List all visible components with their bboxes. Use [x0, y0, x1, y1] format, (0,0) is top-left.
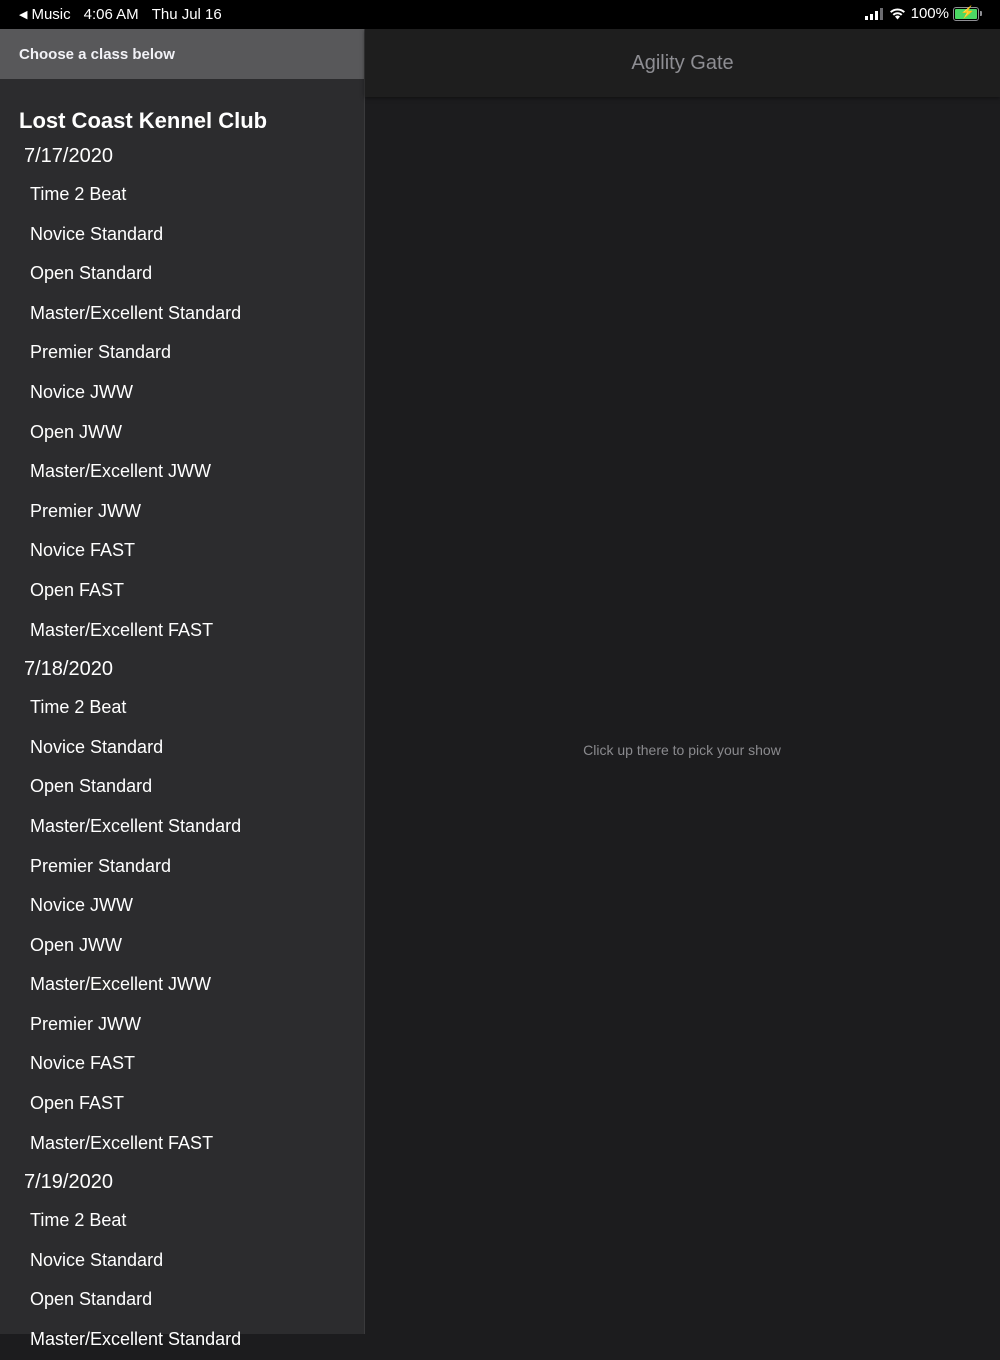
- status-bar: [0, 0, 1000, 29]
- class-item[interactable]: Time 2 Beat: [30, 697, 127, 718]
- status-date: Thu Jul 16: [151, 6, 222, 23]
- empty-state-hint: Click up there to pick your show: [583, 742, 781, 758]
- day-date: 7/17/2020: [24, 145, 113, 167]
- day-date: 7/19/2020: [24, 1171, 113, 1194]
- class-item[interactable]: Novice Standard: [30, 1249, 164, 1270]
- sidebar-header: Choose a class below: [0, 29, 364, 79]
- class-item[interactable]: Novice Standard: [30, 223, 164, 244]
- class-item[interactable]: Master/Excellent Standard: [30, 815, 242, 836]
- class-item[interactable]: Open Standard: [30, 263, 153, 284]
- class-item[interactable]: Open FAST: [30, 1093, 125, 1114]
- status-bar-left: [19, 6, 222, 23]
- day-group: [0, 137, 364, 650]
- class-item[interactable]: Novice FAST: [30, 1053, 136, 1074]
- class-item[interactable]: Master/Excellent JWW: [30, 974, 212, 995]
- class-item[interactable]: Premier JWW: [30, 500, 141, 521]
- class-item[interactable]: Premier JWW: [30, 1013, 141, 1034]
- class-item[interactable]: Novice Standard: [30, 736, 164, 757]
- battery-percent: 100%: [910, 5, 949, 22]
- battery-icon: ⚡: [953, 7, 979, 21]
- class-item[interactable]: Premier Standard: [30, 342, 172, 363]
- class-item[interactable]: Open Standard: [30, 1289, 153, 1310]
- class-item[interactable]: Master/Excellent FAST: [30, 619, 214, 640]
- back-app-label[interactable]: Music: [31, 6, 71, 23]
- day-group: [0, 1163, 364, 1359]
- class-item[interactable]: Premier Standard: [30, 855, 172, 876]
- class-item[interactable]: Open FAST: [30, 579, 125, 600]
- status-bar-right: [865, 5, 982, 22]
- day-group: [0, 650, 364, 1163]
- class-item[interactable]: Master/Excellent Standard: [30, 302, 242, 323]
- class-item[interactable]: Master/Excellent FAST: [30, 1132, 214, 1153]
- day-list: [0, 137, 364, 1360]
- nav-title[interactable]: Agility Gate: [631, 51, 734, 74]
- wifi-icon: [889, 7, 906, 20]
- class-item[interactable]: Open JWW: [30, 934, 123, 955]
- class-item[interactable]: Novice JWW: [30, 381, 133, 402]
- class-sidebar[interactable]: [0, 29, 365, 1350]
- day-date: 7/18/2020: [24, 658, 113, 681]
- club-name: Lost Coast Kennel Club: [19, 108, 268, 133]
- navigation-bar[interactable]: [365, 29, 1000, 97]
- back-arrow-icon[interactable]: ◀: [19, 9, 28, 21]
- cellular-signal-icon: [865, 8, 883, 20]
- battery-cap: [980, 11, 982, 16]
- class-item[interactable]: Open Standard: [30, 776, 153, 797]
- class-item[interactable]: Time 2 Beat: [30, 1210, 127, 1231]
- detail-pane: [365, 29, 1000, 1334]
- class-item[interactable]: Novice JWW: [30, 895, 133, 916]
- class-item[interactable]: Master/Excellent Standard: [30, 1329, 242, 1350]
- class-item[interactable]: Open JWW: [30, 421, 123, 442]
- class-item[interactable]: Master/Excellent JWW: [30, 461, 212, 482]
- class-item[interactable]: Novice FAST: [30, 540, 136, 561]
- status-time: 4:06 AM: [83, 6, 139, 23]
- class-item[interactable]: Time 2 Beat: [30, 184, 127, 204]
